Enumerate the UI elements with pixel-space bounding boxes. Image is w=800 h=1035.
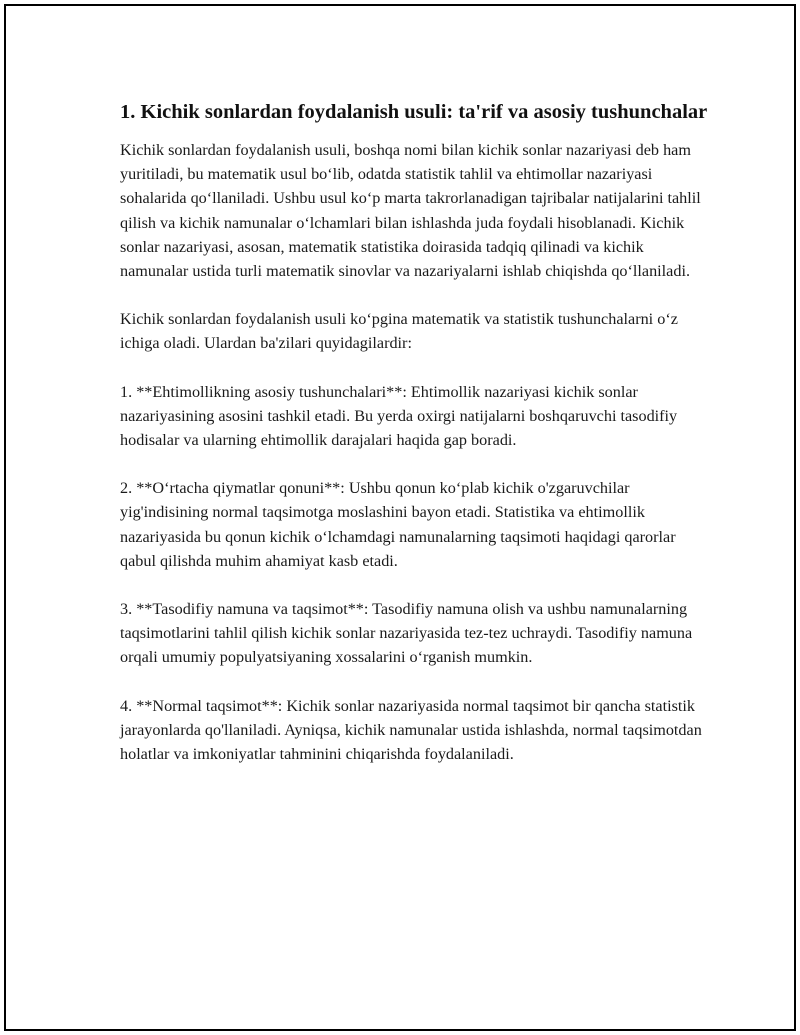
document-body [120, 98, 710, 790]
list-item-probability: 1. **Ehtimollikning asosiy tushunchalari**: Ehtimollik nazariyasi kichik sonlar nazariyasining asosini tashkil etadi. Bu yerda oxirgi natijalarni boshqaruvchi tasodifiy hodisalar va ularning ehtimollik darajalari haqida gap boradi. [120, 382, 678, 450]
page-frame [4, 4, 796, 1031]
paragraph-intro: Kichik sonlardan foydalanish usuli, boshqa nomi bilan kichik sonlar nazariyasi deb ham yuritiladi, bu matematik usul bo‘lib, odatda statistik tahlil va ehtimollar nazariyasi sohalarida qo‘llaniladi. Ushbu usul ko‘p marta takrorlanadigan tajribalar natijalarini tahlil qilish va kichik namunalar o‘lchamlari bilan ishlashda juda foydali hisoblanadi. Kichik sonlar nazariyasi, asosan, matematik statistika doirasida tadqiq qilinadi va kichik namunalar ustida turli matematik sinovlar va nazariyalarni ishlab chiqishda qo‘llaniladi. [120, 141, 701, 281]
section-heading: 1. Kichik sonlardan foydalanish usuli: ta'rif va asosiy tushunchalar [120, 101, 708, 123]
paragraph-concepts-intro: Kichik sonlardan foydalanish usuli ko‘pgina matematik va statistik tushunchalarni o‘z ichiga oladi. Ulardan ba'zilari quyidagilardir: [120, 310, 678, 353]
list-item-averages-law: 2. **O‘rtacha qiymatlar qonuni**: Ushbu qonun ko‘plab kichik o'zgaruvchilar yig'indisining normal taqsimotga moslashini bayon etadi. Statistika va ehtimollik nazariyasida bu qonun kichik o‘lchamdagi namunalarning taqsimoti haqidagi qarorlar qabul qilishda muhim ahamiyat kasb etadi. [120, 479, 676, 570]
list-item-normal-distribution: 4. **Normal taqsimot**: Kichik sonlar nazariyasida normal taqsimot bir qancha statistik jarayonlarda qo'llaniladi. Ayniqsa, kichik namunalar ustida ishlashda, normal taqsimotdan holatlar va imkoniyatlar tahminini chiqarishda foydalaniladi. [120, 696, 702, 764]
list-item-random-sample: 3. **Tasodifiy namuna va taqsimot**: Tasodifiy namuna olish va ushbu namunalarning taqsimotlarini tahlil qilish kichik sonlar nazariyasida tez-tez uchraydi. Tasodifiy namuna orqali umumiy populyatsiyaning xossalarini o‘rganish mumkin. [120, 600, 693, 667]
